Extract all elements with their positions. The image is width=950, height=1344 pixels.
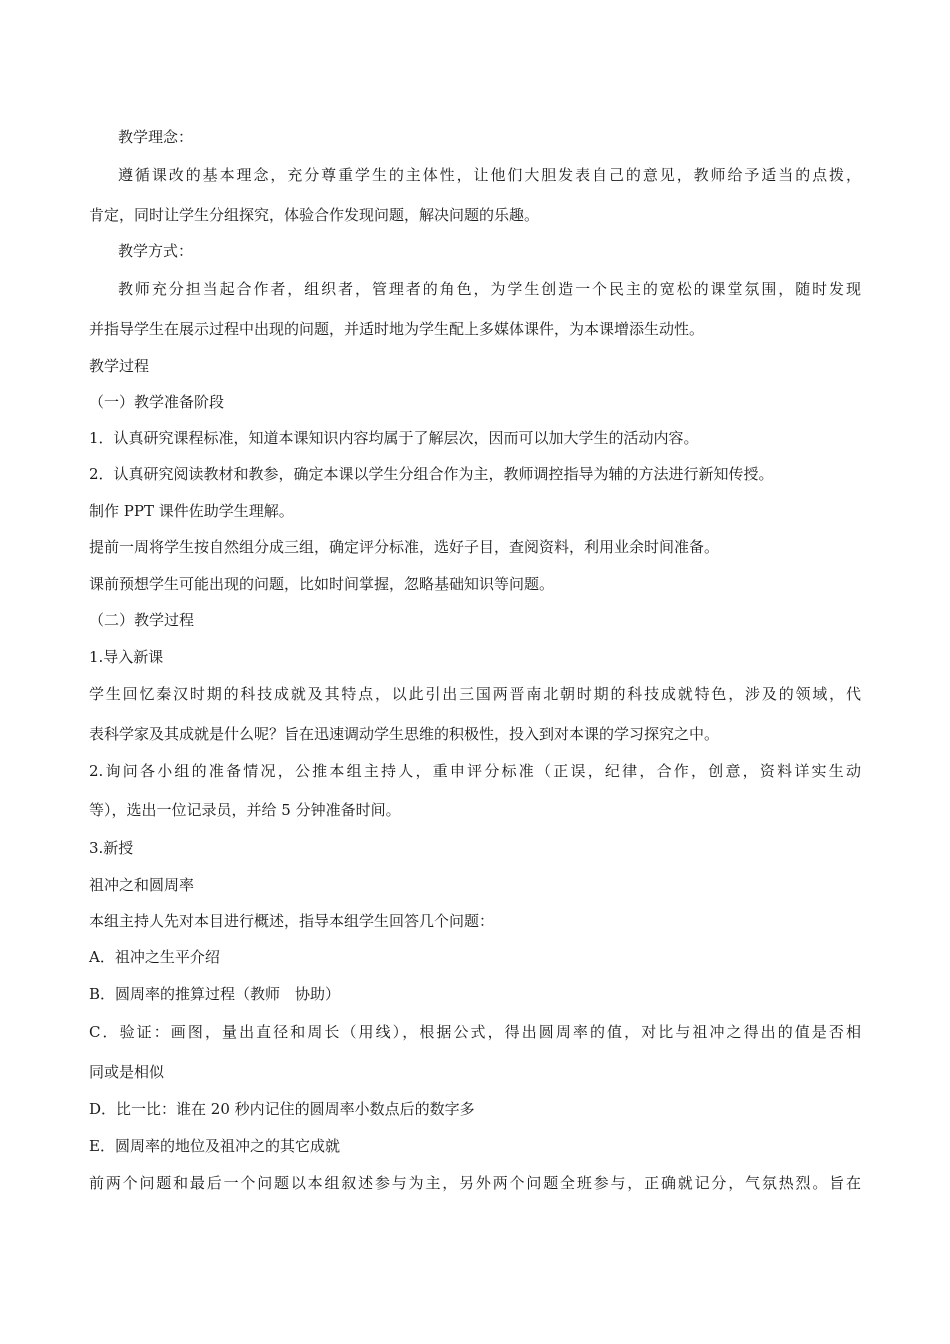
paragraph-line: 并指导学生在展示过程中出现的问题，并适时地为学生配上多媒体课件，为本课增添生动性。	[89, 320, 705, 338]
list-item: 2．认真研究阅读教材和教参，确定本课以学生分组合作为主，教师调控指导为辅的方法进行新知传授。	[89, 465, 774, 483]
paragraph-line: 2.询问各小组的准备情况，公推本组主持人，重申评分标准（正误，纪律，合作，创意，资料详实生动	[89, 762, 861, 780]
paragraph-line: 遵循课改的基本理念，充分尊重学生的主体性，让他们大胆发表自己的意见，教师给予适当的点拨，	[118, 166, 861, 184]
paragraph-line: 课前预想学生可能出现的问题，比如时间掌握，忽略基础知识等问题。	[89, 575, 555, 593]
list-item: 1．认真研究课程标准，知道本课知识内容均属于了解层次，因而可以加大学生的活动内容。	[89, 429, 699, 447]
paragraph-line: 等），选出一位记录员，并给 5 分钟准备时间。	[89, 801, 401, 819]
paragraph-line: 表科学家及其成就是什么呢？旨在迅速调动学生思维的积极性，投入到对本课的学习探究之中。	[89, 725, 720, 743]
list-item: D．比一比：谁在 20 秒内记住的圆周率小数点后的数字多	[89, 1100, 475, 1118]
subsection-heading: 3.新授	[89, 839, 134, 857]
subsection-heading: 1.导入新课	[89, 648, 164, 666]
topic-heading: 祖冲之和圆周率	[89, 876, 195, 894]
paragraph-line: 学生回忆秦汉时期的科技成就及其特点，以此引出三国两晋南北朝时期的科技成就特色，涉及的领域，代	[89, 685, 861, 703]
list-item: E．圆周率的地位及祖冲之的其它成就	[89, 1137, 340, 1155]
paragraph-line: 本组主持人先对本目进行概述，指导本组学生回答几个问题：	[89, 912, 495, 930]
list-item: B．圆周率的推算过程（教师 协助）	[89, 985, 341, 1003]
list-item: C．验证：画图，量出直径和周长（用线），根据公式，得出圆周率的值，对比与祖冲之得出的值是否相	[89, 1023, 861, 1041]
heading-teaching-process: 教学过程	[89, 357, 150, 375]
paragraph-line: 前两个问题和最后一个问题以本组叙述参与为主，另外两个问题全班参与，正确就记分，气氛热烈。旨在	[89, 1174, 861, 1192]
section-heading: （一）教学准备阶段	[89, 393, 225, 411]
paragraph-line: 同或是相似	[89, 1063, 165, 1081]
heading-teaching-method: 教学方式：	[118, 242, 194, 260]
paragraph-line: 制作 PPT 课件佐助学生理解。	[89, 502, 294, 520]
paragraph-line: 提前一周将学生按自然组分成三组，确定评分标准，选好子目，查阅资料，利用业余时间准备。	[89, 538, 720, 556]
paragraph-line: 教师充分担当起合作者，组织者，管理者的角色，为学生创造一个民主的宽松的课堂氛围，随时发现	[118, 280, 861, 298]
heading-teaching-philosophy: 教学理念：	[118, 128, 194, 146]
section-heading: （二）教学过程	[89, 611, 195, 629]
paragraph-line: 肯定，同时让学生分组探究，体验合作发现问题，解决问题的乐趣。	[89, 206, 540, 224]
list-item: A．祖冲之生平介绍	[89, 948, 220, 966]
